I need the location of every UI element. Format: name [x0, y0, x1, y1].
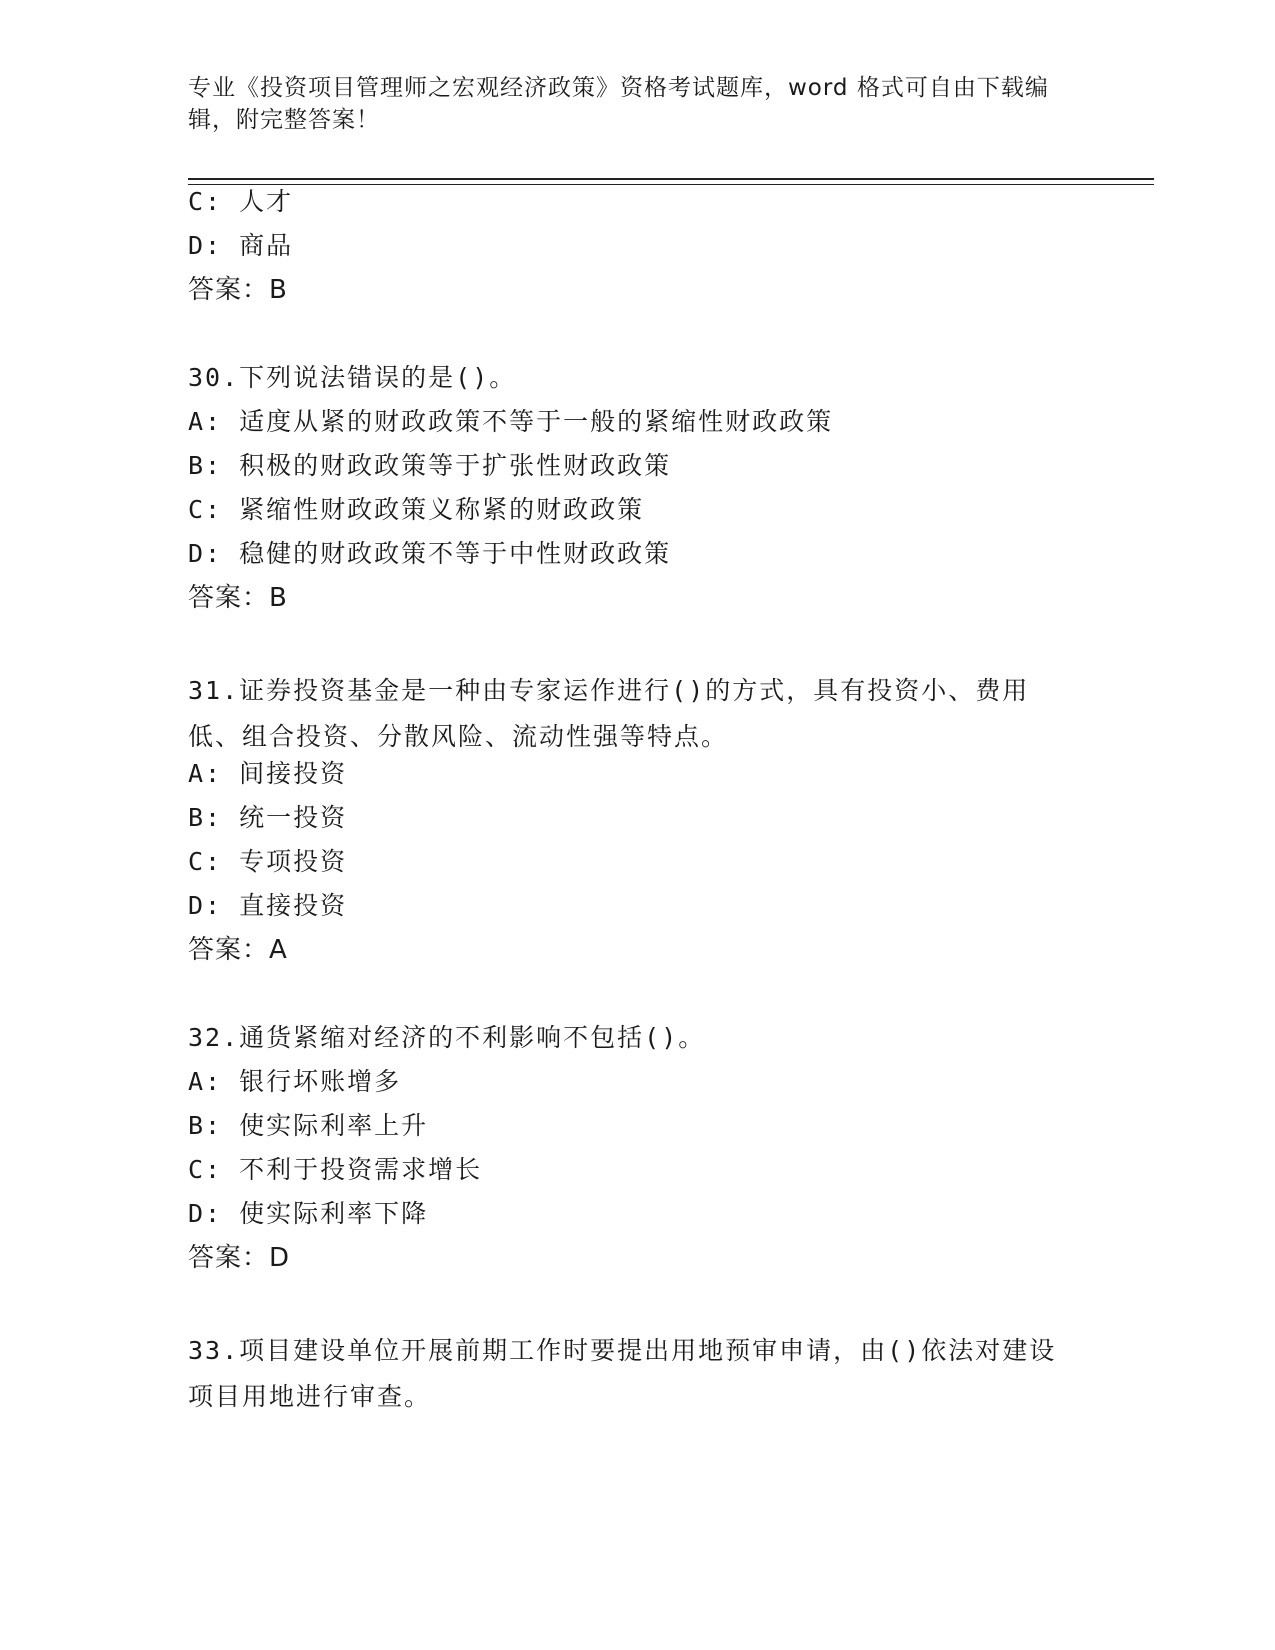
q30-option-c: C: 紧缩性财政政策义称紧的财政政策 — [188, 495, 645, 524]
q30-option-a: A: 适度从紧的财政政策不等于一般的紧缩性财政政策 — [188, 407, 834, 436]
q30-answer: 答案：B — [188, 583, 288, 613]
q31-option-a: A: 间接投资 — [188, 759, 348, 788]
q32-option-a: A: 银行坏账增多 — [188, 1067, 402, 1096]
q31-option-c: C: 专项投资 — [188, 847, 348, 876]
prev-option-c: C: 人才 — [188, 187, 294, 216]
q32-option-d: D: 使实际利率下降 — [188, 1199, 429, 1228]
q32-option-c: C: 不利于投资需求增长 — [188, 1155, 483, 1184]
q32-question: 32.通货紧缩对经济的不利影响不包括()。 — [188, 1023, 706, 1052]
header-divider-thin — [188, 184, 1154, 185]
header-divider-thick — [188, 178, 1154, 180]
prev-option-d: D: 商品 — [188, 231, 294, 260]
q33-question: 33.项目建设单位开展前期工作时要提出用地预审申请，由()依法对建设项目用地进行审查。 — [188, 1336, 1057, 1411]
prev-answer: 答案：B — [188, 275, 288, 305]
q30-question: 30.下列说法错误的是()。 — [188, 363, 517, 392]
q31-question: 31.证券投资基金是一种由专家运作进行()的方式，具有投资小、费用低、组合投资、分散风险、流动性强等特点。 — [188, 676, 1030, 751]
q31-option-b: B: 统一投资 — [188, 803, 348, 832]
q30-option-d: D: 稳健的财政政策不等于中性财政政策 — [188, 539, 672, 568]
document-header: 专业《投资项目管理师之宏观经济政策》资格考试题库，word 格式可自由下载编辑，附完整答案！ — [188, 75, 1049, 133]
q32-answer: 答案：D — [188, 1243, 291, 1273]
q31-option-d: D: 直接投资 — [188, 891, 348, 920]
q32-option-b: B: 使实际利率上升 — [188, 1111, 429, 1140]
q31-answer: 答案：A — [188, 935, 288, 965]
q30-option-b: B: 积极的财政政策等于扩张性财政政策 — [188, 451, 672, 480]
